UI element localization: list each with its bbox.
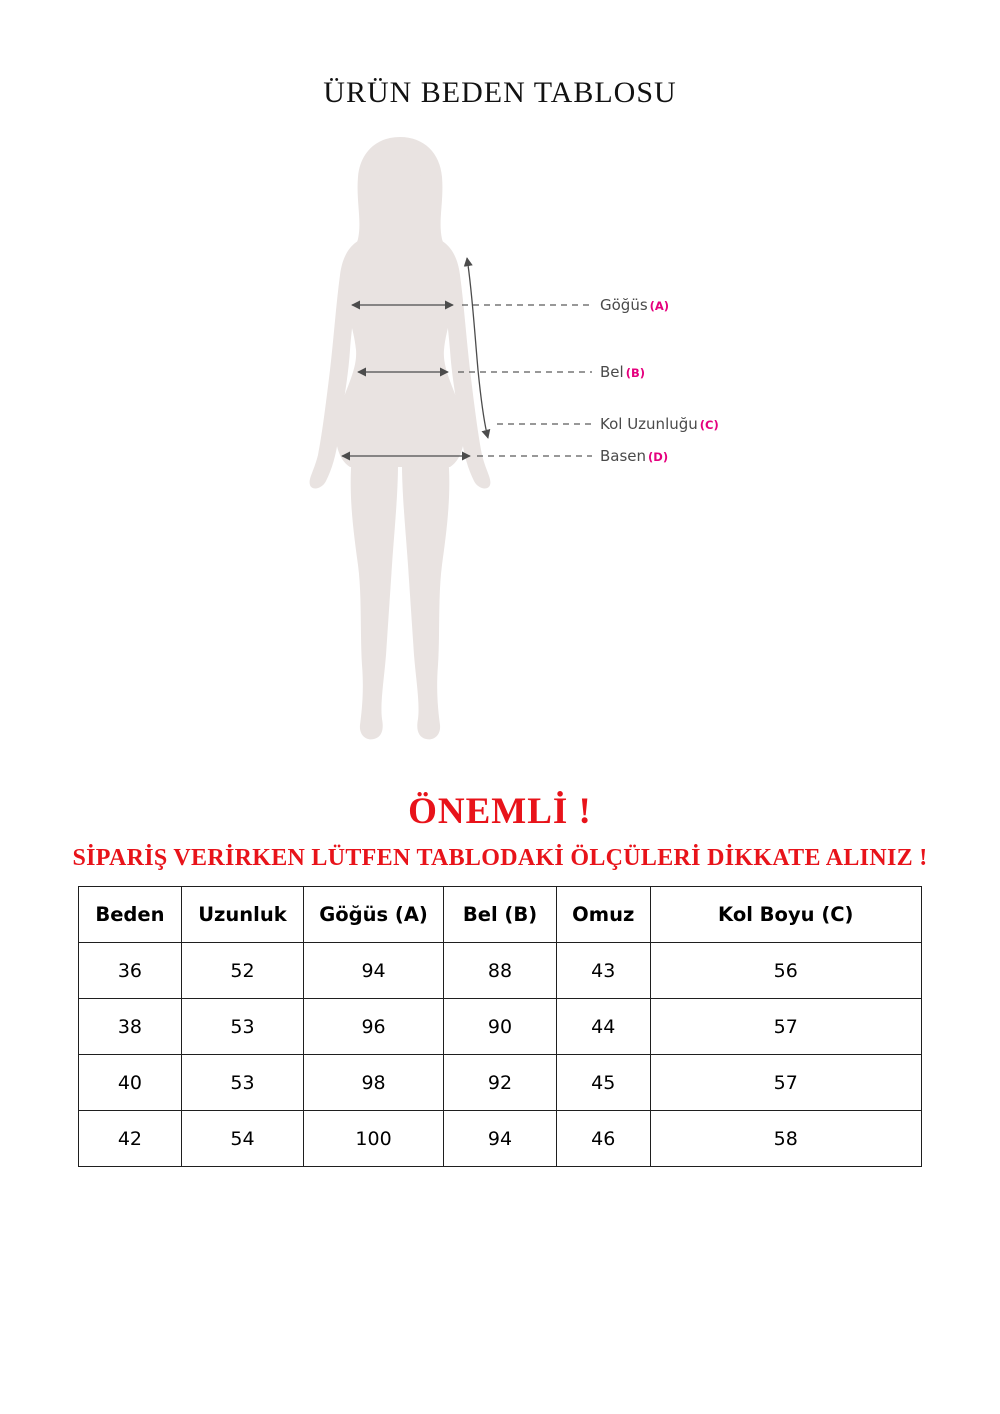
cell-gogus: 100 bbox=[304, 1111, 444, 1167]
table-row bbox=[79, 1055, 922, 1111]
cell-bel: 90 bbox=[444, 999, 557, 1055]
cell-gogus: 96 bbox=[304, 999, 444, 1055]
cell-gogus: 98 bbox=[304, 1055, 444, 1111]
size-table-header-row bbox=[79, 887, 922, 943]
cell-kol: 56 bbox=[650, 943, 921, 999]
order-warning: SİPARİŞ VERİRKEN LÜTFEN TABLODAKİ ÖLÇÜLERİ DİKKATE ALINIZ ! bbox=[72, 845, 928, 871]
cell-bel: 88 bbox=[444, 943, 557, 999]
col-header-beden: Beden bbox=[79, 887, 182, 943]
size-diagram bbox=[270, 135, 770, 750]
page-title: ÜRÜN BEDEN TABLOSU bbox=[323, 76, 677, 109]
size-table bbox=[78, 886, 922, 1167]
body-silhouette-figure bbox=[270, 135, 770, 750]
cell-gogus: 94 bbox=[304, 943, 444, 999]
col-header-omuz: Omuz bbox=[556, 887, 650, 943]
cell-omuz: 46 bbox=[556, 1111, 650, 1167]
cell-uzunluk: 53 bbox=[181, 999, 303, 1055]
cell-omuz: 45 bbox=[556, 1055, 650, 1111]
table-row bbox=[79, 943, 922, 999]
cell-omuz: 43 bbox=[556, 943, 650, 999]
cell-beden: 38 bbox=[79, 999, 182, 1055]
cell-kol: 58 bbox=[650, 1111, 921, 1167]
cell-beden: 36 bbox=[79, 943, 182, 999]
cell-kol: 57 bbox=[650, 1055, 921, 1111]
cell-omuz: 44 bbox=[556, 999, 650, 1055]
measurement-label-chest bbox=[600, 295, 669, 316]
col-header-gogus: Göğüs (A) bbox=[304, 887, 444, 943]
measurement-name: Basen bbox=[600, 447, 647, 465]
cell-uzunluk: 52 bbox=[181, 943, 303, 999]
cell-bel: 92 bbox=[444, 1055, 557, 1111]
important-heading: ÖNEMLİ ! bbox=[408, 791, 592, 832]
measurement-name: Göğüs bbox=[600, 296, 648, 314]
col-header-kol-boyu: Kol Boyu (C) bbox=[650, 887, 921, 943]
measurement-label-hip bbox=[600, 446, 668, 467]
col-header-uzunluk: Uzunluk bbox=[181, 887, 303, 943]
measurement-label-waist bbox=[600, 362, 645, 383]
table-row bbox=[79, 1111, 922, 1167]
cell-kol: 57 bbox=[650, 999, 921, 1055]
cell-uzunluk: 54 bbox=[181, 1111, 303, 1167]
measurement-code: (A) bbox=[649, 299, 670, 313]
measurement-code: (D) bbox=[648, 450, 669, 464]
measurement-name: Kol Uzunluğu bbox=[600, 415, 698, 433]
col-header-bel: Bel (B) bbox=[444, 887, 557, 943]
cell-beden: 40 bbox=[79, 1055, 182, 1111]
female-silhouette bbox=[310, 137, 491, 739]
measurement-label-sleeve bbox=[600, 414, 719, 435]
measurement-code: (C) bbox=[699, 418, 719, 432]
cell-bel: 94 bbox=[444, 1111, 557, 1167]
table-row bbox=[79, 999, 922, 1055]
cell-uzunluk: 53 bbox=[181, 1055, 303, 1111]
cell-beden: 42 bbox=[79, 1111, 182, 1167]
measurement-name: Bel bbox=[600, 363, 624, 381]
measurement-code: (B) bbox=[625, 366, 645, 380]
